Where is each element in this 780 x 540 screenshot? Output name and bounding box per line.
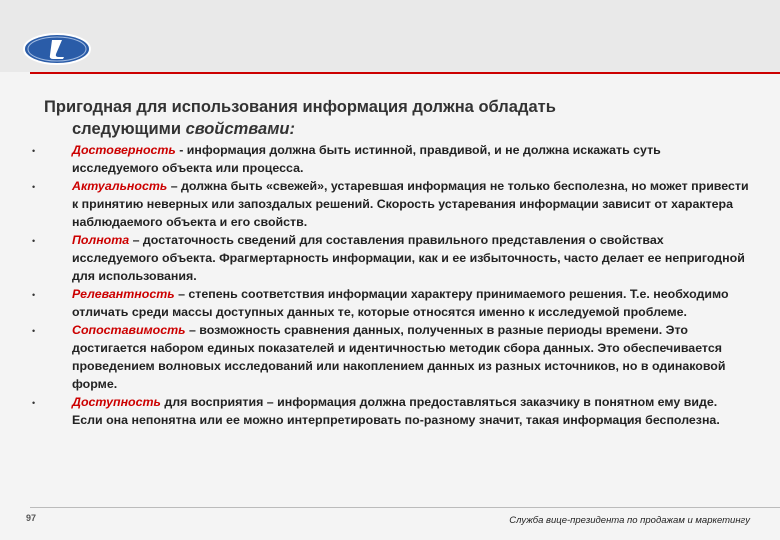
property-text: – должна быть «свежей», устаревшая информация не только бесполезна, но может привести к принятию неверных или запоздалых решений. Скорость устаревания информации зависит от характера наблюдаемого объекта и его свойств. [72,179,749,229]
bullet-icon: • [32,326,36,336]
list-item [30,177,750,231]
list-item [30,393,750,429]
property-text: для восприятия – информация должна предоставляться заказчику в понятном ему виде. Если она непонятна или ее можно интерпретировать по-разному значит, такая информация бесполезна. [72,395,720,427]
slide-title [44,96,744,140]
brand-logo-icon [22,32,92,66]
list-item [30,231,750,285]
bullet-icon: • [32,146,36,156]
property-term: Релевантность [72,287,175,301]
property-text: – достаточность сведений для составления правильного представления о свойствах исследуемого объекта. Фрагмертарность информации, как и ее избыточность, часто делает ее непригодной для использования. [72,233,745,283]
property-term: Достоверность [72,143,176,157]
bullet-icon: • [32,290,36,300]
properties-list [30,141,750,429]
property-term: Сопоставимость [72,323,186,337]
page-number: 97 [26,513,37,523]
property-term: Актуальность [72,179,168,193]
title-line-1: Пригодная для использования информация должна обладать [44,98,556,116]
bullet-icon: • [32,182,36,192]
property-term: Полнота [72,233,130,247]
footer-divider [30,507,780,508]
header-accent-line [30,72,780,74]
bullet-icon: • [32,236,36,246]
title-line-2 [44,118,744,140]
bullet-icon: • [32,398,36,408]
property-text: – степень соответствия информации характеру принимаемого решения. Т.е. необходимо отличать среди массы доступных данных те, которые относятся именно к исследуемой проблеме. [72,287,729,319]
title-emphasis: свойствами: [185,120,296,138]
list-item [30,141,750,177]
list-item [30,285,750,321]
list-item [30,321,750,393]
property-text: - информация должна быть истинной, правдивой, и не должна искажать суть исследуемого объекта или процесса. [72,143,661,175]
title-prefix: следующими [72,120,186,138]
footer-department: Служба вице-президента по продажам и маркетингу [509,515,750,526]
property-text: – возможность сравнения данных, полученных в разные периоды времени. Это достигается набором единых показателей и идентичностью методик сбора данных. Это обеспечивается проведением волновых исследований или накоплением данных из разных источников, но в одинаковой форме. [72,323,726,391]
top-bar [0,0,780,72]
property-term: Доступность [72,395,161,409]
